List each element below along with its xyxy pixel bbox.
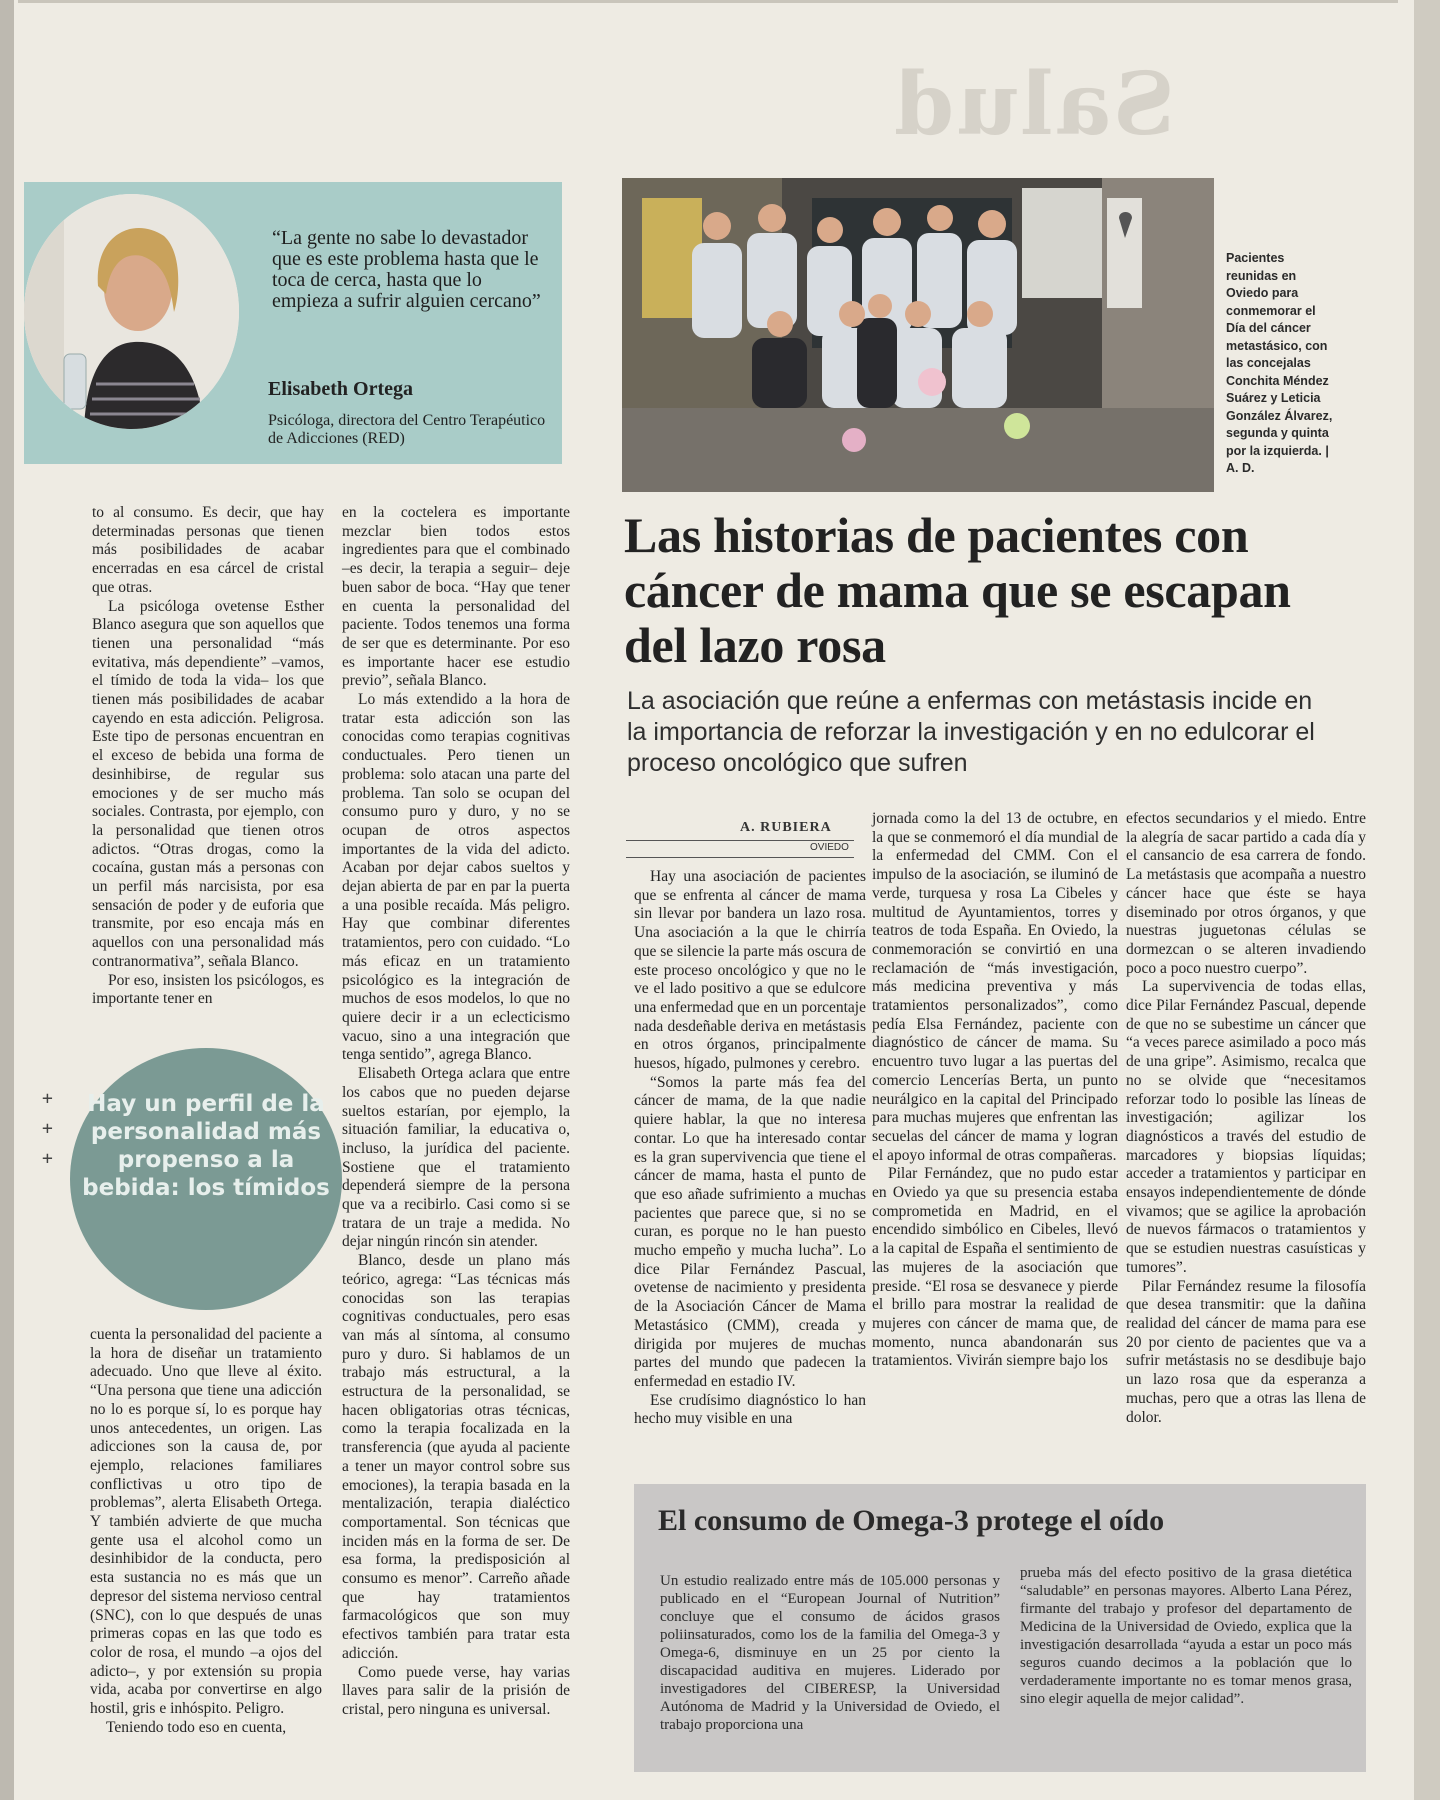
article-paragraph: La supervivencia de todas ellas, dice Pilar Fernández Pascual, depende de que no se subestime un cáncer que “a veces parece asimilado a poco más de una gripe”. Asimismo, recalca que no se olvide que “necesitamos reforzar todo lo posible las líneas de investigación; agilizar los diagnósticos a través del estudio de marcadores y biopsias líquidas; acceder a tratamientos y participar en ensayos independientemente de dónde vivamos; que se agilice la aprobación de nuevos fármacos o tratamientos y que se estudien nuestras casuísticas y tumores”. xyxy=(1126,978,1366,1276)
article-column-1 xyxy=(634,868,866,1429)
omega-headline: El consumo de Omega-3 protege el oído xyxy=(658,1504,1165,1537)
article-paragraph: efectos secundarios y el miedo. Entre la alegría de sacar partido a cada día y el cansancio de esa carrera de fondo. La metástasis que acompaña a nuestro cáncer hace que éste se haya diseminado por otros órganos, y que nuestras juguetonas células se dormezcan o se alteren invadiendo poco a poco nuestro cuerpo”. xyxy=(1126,810,1366,977)
article-paragraph: Blanco, desde un plano más teórico, agrega: “Las técnicas más conocidas son las terapias cognitivas conductuales, pero esas van más al síntoma, al consumo puro y duro. Si hablamos de un trabajo más estructural, a la estructura de la personalidad, se hacen obligatorias otras técnicas, como la terapia focalizada en la transferencia (que ayuda al paciente a tener un mayor control sobre sus emociones), la terapia basada en la mentalización, terapia dialéctico comportamental. Son técnicas que inciden más en la forma de ser. De esa forma, la predisposición al consumo es menor”. Carreño añade que hay tratamientos farmacológicos que son muy efectivos también para tratar esta adicción. xyxy=(342,1252,570,1662)
left-article-column-a-bottom xyxy=(90,1326,322,1737)
byline-rule-bottom xyxy=(626,857,854,858)
top-rule xyxy=(18,0,1398,3)
article-paragraph: La psicóloga ovetense Esther Blanco asegura que son aquellos que tienen una personalidad “más evitativa, más dependiente” –vamos, el tímido de toda la vida– los que tienen más posibilidades de acabar cayendo en esta adicción. Peligrosa. Este tipo de personas encuentran en el exceso de bebida una forma de desinhibirse, de regular sus emociones y de ser mucho más sociales. Contrasta, por ejemplo, con la personalidad que tienen otros adictos. “Otras drogas, como la cocaína, gustan más a personas con un perfil más narcisista, por esa sensación de poder y de euforia que transmite, por eso encaja más en aquellos con una personalidad más contranormativa”, señala Blanco. xyxy=(92,597,324,970)
article-column-2 xyxy=(872,810,1118,1371)
pull-quote-text: “La gente no sabe lo devastador que es este problema hasta que le toca de cerca, hasta que lo empieza a sufrir alguien cercano” xyxy=(272,227,541,312)
omega-column-2: prueba más del efecto positivo de la grasa dietética “saludable” en personas mayores. Alberto Lana Pérez, firmante del trabajo y profesor del departamento de Medicina de la Universidad de Oviedo, explica que la investigación desarrollada “ayuda a estar un poco más seguros cuando decimos a la población que lo verdaderamente importante no es tomar menos grasa, sino elegir aquella de mejor calidad”. xyxy=(1020,1565,1352,1707)
article-paragraph: “Somos la parte más fea del cáncer de mama, de la que nadie quiere hablar, la que no interesa contar. Lo que ha interesado contar es la gran supervivencia que tiene el cáncer de mama, hasta el punto de que eso añade sufrimiento a muchas pacientes que parece que, si no se curan, es porque no le han puesto mucho empeño y mucha lucha”. Lo dice Pilar Fernández Pascual, ovetense de nacimiento y presidenta de la Asociación Cáncer de Mama Metastásico (CMM), creada y dirigida por mujeres de muchas partes del mundo que padecen la enfermedad en estadio IV. xyxy=(634,1073,866,1390)
omega-column-1: Un estudio realizado entre más de 105.000 personas y publicado en el “European Journal of Nutrition” concluye que el consumo de ácidos grasos poliinsaturados, como los de la familia del Omega-3 y Omega-6, disminuye en un 25 por ciento la discapacidad auditiva en mujeres. Liderado por investigadores del CIBERESP, la Universidad Autónoma de Madrid y la Universidad de Oviedo, el trabajo proporciona una xyxy=(660,1573,1000,1733)
article-headline: Las historias de pacientes con cáncer de mama que se escapan del lazo rosa xyxy=(624,507,1291,673)
group-photo-illustration xyxy=(622,178,1214,492)
portrait-photo xyxy=(24,194,239,429)
crop-mark-icon: + xyxy=(42,1148,53,1169)
portrait-illustration xyxy=(24,194,239,429)
quote-author-name: Elisabeth Ortega xyxy=(268,378,413,400)
article-photo xyxy=(622,178,1214,492)
byline: A. RUBIERA xyxy=(740,820,832,835)
article-paragraph: Lo más extendido a la hora de tratar esta adicción son las conocidas como terapias cognitivas conductuales. Pero tienen un problema: solo atacan una parte del problema. Tan solo se ocupan del consumo puro y duro, y no se ocupan de otros aspectos importantes de la vida del adicto. Acaban por dejar cabos sueltos y dejan abierta de par en par la puerta a una posible recaída. Más peligro. Hay que combinar diferentes tratamientos, pero con cuidado. “Lo más eficaz en un tratamiento psicológico es la integración de muchos de esos modelos, lo que no quiere decir ir a un eclecticismo vacuo, sino a una integración que tenga sentido”, agrega Blanco. xyxy=(342,691,570,1064)
section-header-showthrough: Salud xyxy=(892,54,1176,155)
left-article-column-a-top xyxy=(92,504,324,1009)
article-paragraph: en la coctelera es importante mezclar bien todos estos ingredientes para que el combinado –es decir, la terapia a seguir– deje buen sabor de boca. “Hay que tener en cuenta la personalidad del paciente. Todos tenemos una forma de ser que es determinante. Por eso es importante hacer ese estudio previo”, señala Blanco. xyxy=(342,504,570,690)
crop-mark-icon: + xyxy=(42,1088,53,1109)
article-paragraph: Ese crudísimo diagnóstico lo han hecho muy visible en una xyxy=(634,1391,866,1428)
pull-quote-circle-text: Hay un perfil de la personalidad más propenso a la bebida: los tímidos xyxy=(82,1091,330,1201)
article-subhead: La asociación que reúne a enfermas con metástasis incide en la importancia de reforzar la investigación y en no edulcorar el proceso oncológico que sufren xyxy=(627,687,1315,777)
quote-author-role: Psicóloga, directora del Centro Terapéutico de Adicciones (RED) xyxy=(268,412,546,447)
article-column-3 xyxy=(1126,810,1366,1427)
article-paragraph: cuenta la personalidad del paciente a la hora de diseñar un tratamiento adecuado. Uno que lleve al éxito. “Una persona que tiene una adicción no lo es porque sí, lo es porque hay unos antecedentes, un origen. Las adicciones son la causa de, por ejemplo, relaciones familiares conflictivas u otro tipo de problemas”, alerta Elisabeth Ortega. Y también advierte de que mucha gente usa el alcohol como un desinhibidor de la conducta, pero esta sustancia no es más que un depresor del sistema nervioso central (SNC), con lo que después de unas primeras copas en las que todo es color de rosa, el mundo –a ojos del adicto–, y por extensión su propia vida, acaba por convertirse en algo hostil, gris e inhóspito. Peligro. xyxy=(90,1326,322,1718)
page-margin xyxy=(0,0,14,1800)
photo-caption: Pacientes reunidas en Oviedo para conmemorar el Día del cáncer metastásico, con las concejalas Conchita Méndez Suárez y Leticia González Álvarez, segunda y quinta por la izquierda. | A. D. xyxy=(1226,251,1333,475)
crop-mark-icon: + xyxy=(42,1118,53,1139)
article-paragraph: Hay una asociación de pacientes que se enfrenta al cáncer de mama sin llevar por bandera un lazo rosa. Una asociación a la que le chirría que se silencie la parte más oscura de este proceso oncológico y que no le ve el lado positivo a que se edulcore una enfermedad que en un porcentaje nada desdeñable deriva en metástasis en otros órganos, principalmente huesos, hígado, pulmones y cerebro. xyxy=(634,868,866,1073)
article-paragraph: Teniendo todo eso en cuenta, xyxy=(106,1718,287,1736)
article-paragraph: Como puede verse, hay varias llaves para salir de la prisión de cristal, pero ninguna es universal. xyxy=(342,1663,570,1718)
left-article-column-b xyxy=(342,504,570,1720)
byline-rule-top xyxy=(626,840,854,841)
article-paragraph: Elisabeth Ortega aclara que entre los cabos que no pueden dejarse sueltos estarían, por ejemplo, la situación familiar, la educativa o, incluso, la jurídica del paciente. Sostiene que el tratamiento dependerá siempre de la persona que va a recibirlo. Casi como si se tratara de un traje a medida. No dejar ningún rincón sin atender. xyxy=(342,1065,570,1251)
article-paragraph: to al consumo. Es decir, que hay determinadas personas que tienen más posibilidades de acabar encerradas en esa cárcel de cristal que otras. xyxy=(92,504,324,596)
article-paragraph: Pilar Fernández, que no pudo estar en Oviedo ya que su presencia estaba comprometida en Madrid, en el encendido simbólico en Cibeles, llevó a la capital de España el sentimiento de las mujeres de la asociación que preside. “El rosa se desvanece y pierde el brillo para mostrar la realidad de mujeres con cáncer de mama que, de momento, nunca abandonarán sus tratamientos. Vivirán siempre bajo los xyxy=(872,1165,1118,1370)
byline-city: OVIEDO xyxy=(810,842,849,853)
article-paragraph: Por eso, insisten los psicólogos, es importante tener en xyxy=(92,971,324,1008)
article-paragraph: jornada como la del 13 de octubre, en la que se conmemoró el día mundial de la enfermedad del CMM. Con el impulso de la asociación, se iluminó de verde, turquesa y rosa La Cibeles y multitud de Ayuntamientos, torres y teatros de toda España. En Oviedo, la conmemoración se convirtió en una reclamación de “más investigación, más medicina preventiva y más tratamientos personalizados”, como pedía Elsa Fernández, paciente con diagnóstico de cáncer de mama. Su encuentro tuvo lugar a las puertas del comercio Lencerías Berta, un punto neurálgico en la capital del Principado para muchas mujeres que enfrentan las secuelas del cáncer de mama y logran el apoyo informal de otras compañeras. xyxy=(872,810,1118,1164)
article-paragraph: Pilar Fernández resume la filosofía que desea transmitir: que la dañina realidad del cáncer de mama para ese 20 por ciento de pacientes que va a sufrir metástasis no se desdibuje bajo un lazo rosa que da esperanza a muchas, pero que a otras las llena de dolor. xyxy=(1126,1277,1366,1426)
